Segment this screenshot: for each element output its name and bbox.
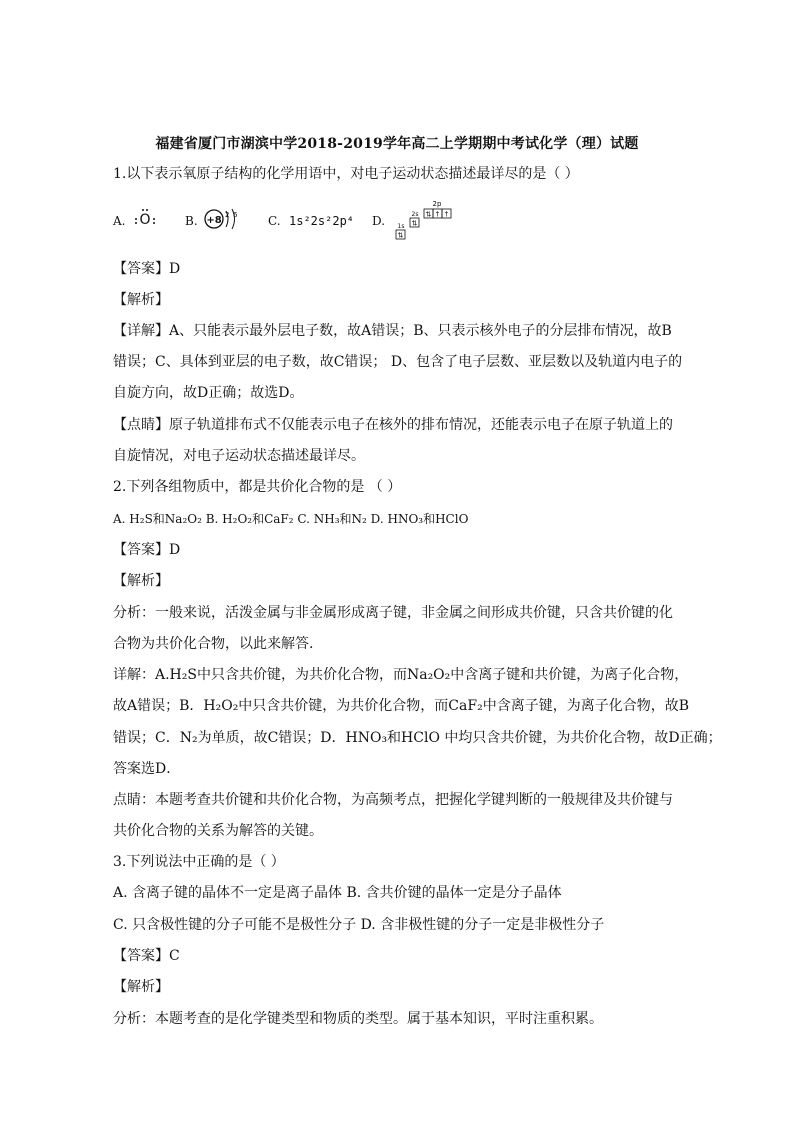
exam-title: 福建省厦门市湖滨中学2018-2019学年高二上学期期中考试化学（理）试题 <box>155 136 639 152</box>
q1-analysis-heading: 【解析】 <box>113 292 169 308</box>
q1-option-b-label: B. <box>185 214 198 228</box>
q2-detail-line-1: 详解：A.H₂S中只含共价键，为共价化合物，而Na₂O₂中含离子键和共价键，为离子化合物， <box>113 667 689 683</box>
q3-analysis-heading: 【解析】 <box>113 979 169 995</box>
q2-options: A. H₂S和Na₂O₂ B. H₂O₂和CaF₂ C. NH₃和N₂ D. HNO₃和HClO <box>113 512 469 526</box>
q3-options-line-1: A. 含离子键的晶体不一定是离子晶体 B. 含共价键的晶体一定是分子晶体 <box>113 885 562 901</box>
q1-option-c-label: C. <box>268 214 281 228</box>
q2-detail-line-2: 故A错误；B．H₂O₂中只含共价键，为共价化合物，而CaF₂中含离子键，为离子化合物，故B <box>113 698 689 714</box>
q2-analysis-line-1: 分析：一般来说，活泼金属与非金属形成离子键，非金属之间形成共价键，只含共价键的化 <box>113 605 673 621</box>
q1-option-d-orbital-diagram-icon <box>393 198 463 240</box>
q2-point-line-1: 点睛：本题考查共价键和共价化合物，为高频考点，把握化学键判断的一般规律及共价键与 <box>113 792 673 808</box>
q1-b-shell1: 2 <box>225 211 230 219</box>
q1-d-label-2p: 2p <box>432 200 442 208</box>
svg-text:⇅: ⇅ <box>397 231 404 240</box>
q1-point-line-1: 【点睛】原子轨道排布式不仅能表示电子在核外的排布情况，还能表示电子在原子轨道上的 <box>113 417 673 433</box>
q1-b-shell2: 6 <box>233 211 238 219</box>
q1-detail-line-2: 错误；C、具体到亚层的电子数，故C错误； D、包含了电子层数、亚层数以及轨道内电子的 <box>113 354 683 370</box>
q3-options-line-2: C. 只含极性键的分子可能不是极性分子 D. 含非极性键的分子一定是非极性分子 <box>113 917 605 933</box>
svg-text:↑: ↑ <box>443 210 450 219</box>
q1-option-d-label: D. <box>372 214 386 228</box>
q2-answer: 【答案】D <box>113 542 181 558</box>
q1-answer: 【答案】D <box>113 261 181 277</box>
q3-analysis-line-1: 分析：本题考查的是化学键类型和物质的类型。属于基本知识，平时注重积累。 <box>113 1011 603 1027</box>
svg-text:⇅: ⇅ <box>425 210 432 219</box>
q2-detail-line-3: 错误；C．N₂为单质，故C错误；D．HNO₃和HClO 中均只含共价键，为共价化合物，故D正确； <box>113 730 722 746</box>
q2-analysis-line-2: 合物为共价化合物，以此来解答. <box>113 636 314 652</box>
q1-stem: 1.以下表示氧原子结构的化学用语中，对电子运动状态描述最详尽的是（ ） <box>113 166 579 182</box>
q3-stem: 3.下列说法中正确的是（ ） <box>113 854 285 870</box>
q1-option-b-atom-structure-icon <box>203 205 243 233</box>
q1-detail-line-3: 自旋方向，故D正确；故选D。 <box>113 385 304 401</box>
q3-answer: 【答案】C <box>113 948 180 964</box>
q1-option-a-electron-dot-icon <box>133 206 157 230</box>
q1-d-label-1s: 1s <box>397 223 405 230</box>
q1-detail-line-1: 【详解】A、只能表示最外层电子数，故A错误；B、只表示核外电子的分层排布情况，故B <box>113 323 672 339</box>
q2-analysis-heading: 【解析】 <box>113 573 169 589</box>
q2-stem: 2.下列各组物质中，都是共价化合物的是 （ ） <box>113 479 402 495</box>
svg-text:⇅: ⇅ <box>411 219 418 228</box>
q2-point-line-2: 共价化合物的关系为解答的关键。 <box>113 823 323 839</box>
q1-option-a-label: A. <box>113 214 126 228</box>
q2-detail-line-4: 答案选D． <box>113 761 181 777</box>
q1-d-label-2s: 2s <box>411 211 419 218</box>
svg-text:↑: ↑ <box>434 210 441 219</box>
svg-text:O: O <box>139 212 151 228</box>
q1-b-nucleus-charge: +8 <box>206 215 222 226</box>
q1-point-line-2: 自旋情况，对电子运动状态描述最详尽。 <box>113 448 365 464</box>
q1-option-c-config: 1s²2s²2p⁴ <box>289 214 355 228</box>
